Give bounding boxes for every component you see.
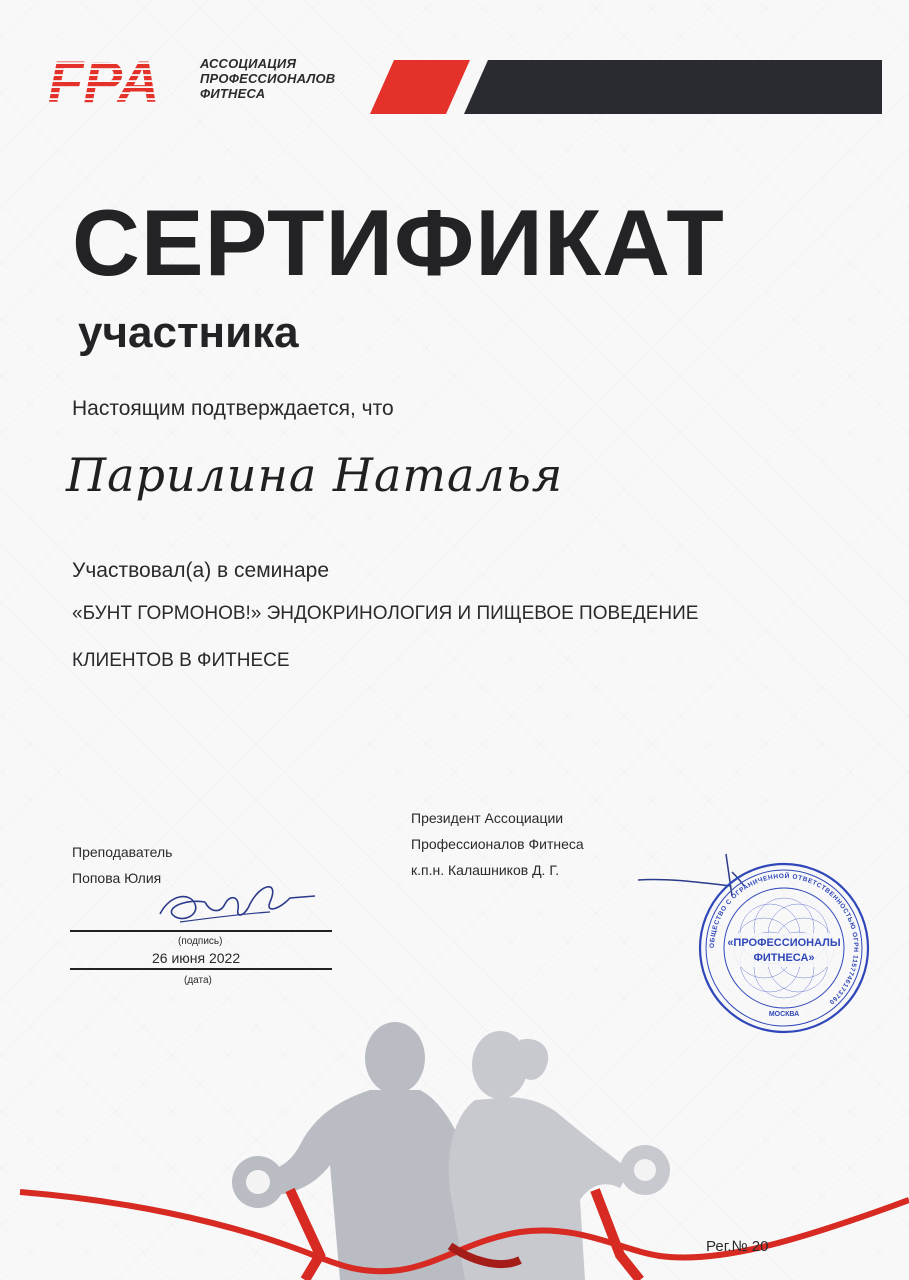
org-name-line-2: ПРОФЕССИОНАЛОВ bbox=[200, 71, 336, 86]
signature-caption: (подпись) bbox=[178, 936, 223, 947]
president-line-3: к.п.н. Калашников Д. Г. bbox=[411, 862, 560, 878]
recipient-name: Парилина Наталья bbox=[66, 448, 564, 502]
stamp-ring-text: ОБЩЕСТВО С ОГРАНИЧЕННОЙ ОТВЕТСТВЕННОСТЬЮ ОГРН 1157746173760 bbox=[708, 872, 860, 1006]
instructor-role: Преподаватель bbox=[72, 844, 173, 860]
registration-number: Рег.№ 20 bbox=[706, 1238, 769, 1255]
certificate-title: СЕРТИФИКАТ bbox=[72, 190, 725, 295]
org-name-line-1: АССОЦИАЦИЯ bbox=[200, 56, 297, 71]
org-name bbox=[200, 56, 335, 101]
header-band-dark bbox=[464, 60, 882, 114]
confirm-text: Настоящим подтверждается, что bbox=[72, 397, 394, 420]
stamp-bottom-text: МОСКВА bbox=[768, 1011, 800, 1018]
header-band bbox=[370, 60, 882, 114]
date-line bbox=[70, 968, 332, 970]
instructor-name: Попова Юлия bbox=[72, 870, 162, 886]
header-band-red bbox=[370, 60, 470, 114]
instructor-signature bbox=[150, 874, 320, 934]
seminar-title-line-2: КЛИЕНТОВ В ФИТНЕСЕ bbox=[72, 650, 290, 671]
round-stamp bbox=[694, 858, 874, 1038]
stamp-center-line-2: ФИТНЕСА» bbox=[753, 952, 815, 964]
instructor-date: 26 июня 2022 bbox=[152, 950, 241, 966]
certificate-subtitle: участника bbox=[78, 308, 299, 357]
signature-line bbox=[70, 930, 332, 932]
president-line-1: Президент Ассоциации bbox=[411, 810, 564, 826]
fpa-logo bbox=[48, 52, 188, 110]
date-caption: (дата) bbox=[184, 975, 212, 986]
fpa-logo-text: FPA bbox=[48, 52, 160, 110]
seminar-title-line-1: «БУНТ ГОРМОНОВ!» ЭНДОКРИНОЛОГИЯ И ПИЩЕВОЕ ПОВЕДЕНИЕ bbox=[72, 603, 699, 624]
president-line-2: Профессионалов Фитнеса bbox=[411, 836, 584, 852]
participated-text: Участвовал(а) в семинаре bbox=[72, 559, 330, 582]
stamp-center-line-1: «ПРОФЕССИОНАЛЫ bbox=[727, 937, 841, 949]
red-ribbon bbox=[0, 1160, 909, 1280]
org-name-line-3: ФИТНЕСА bbox=[200, 86, 266, 101]
